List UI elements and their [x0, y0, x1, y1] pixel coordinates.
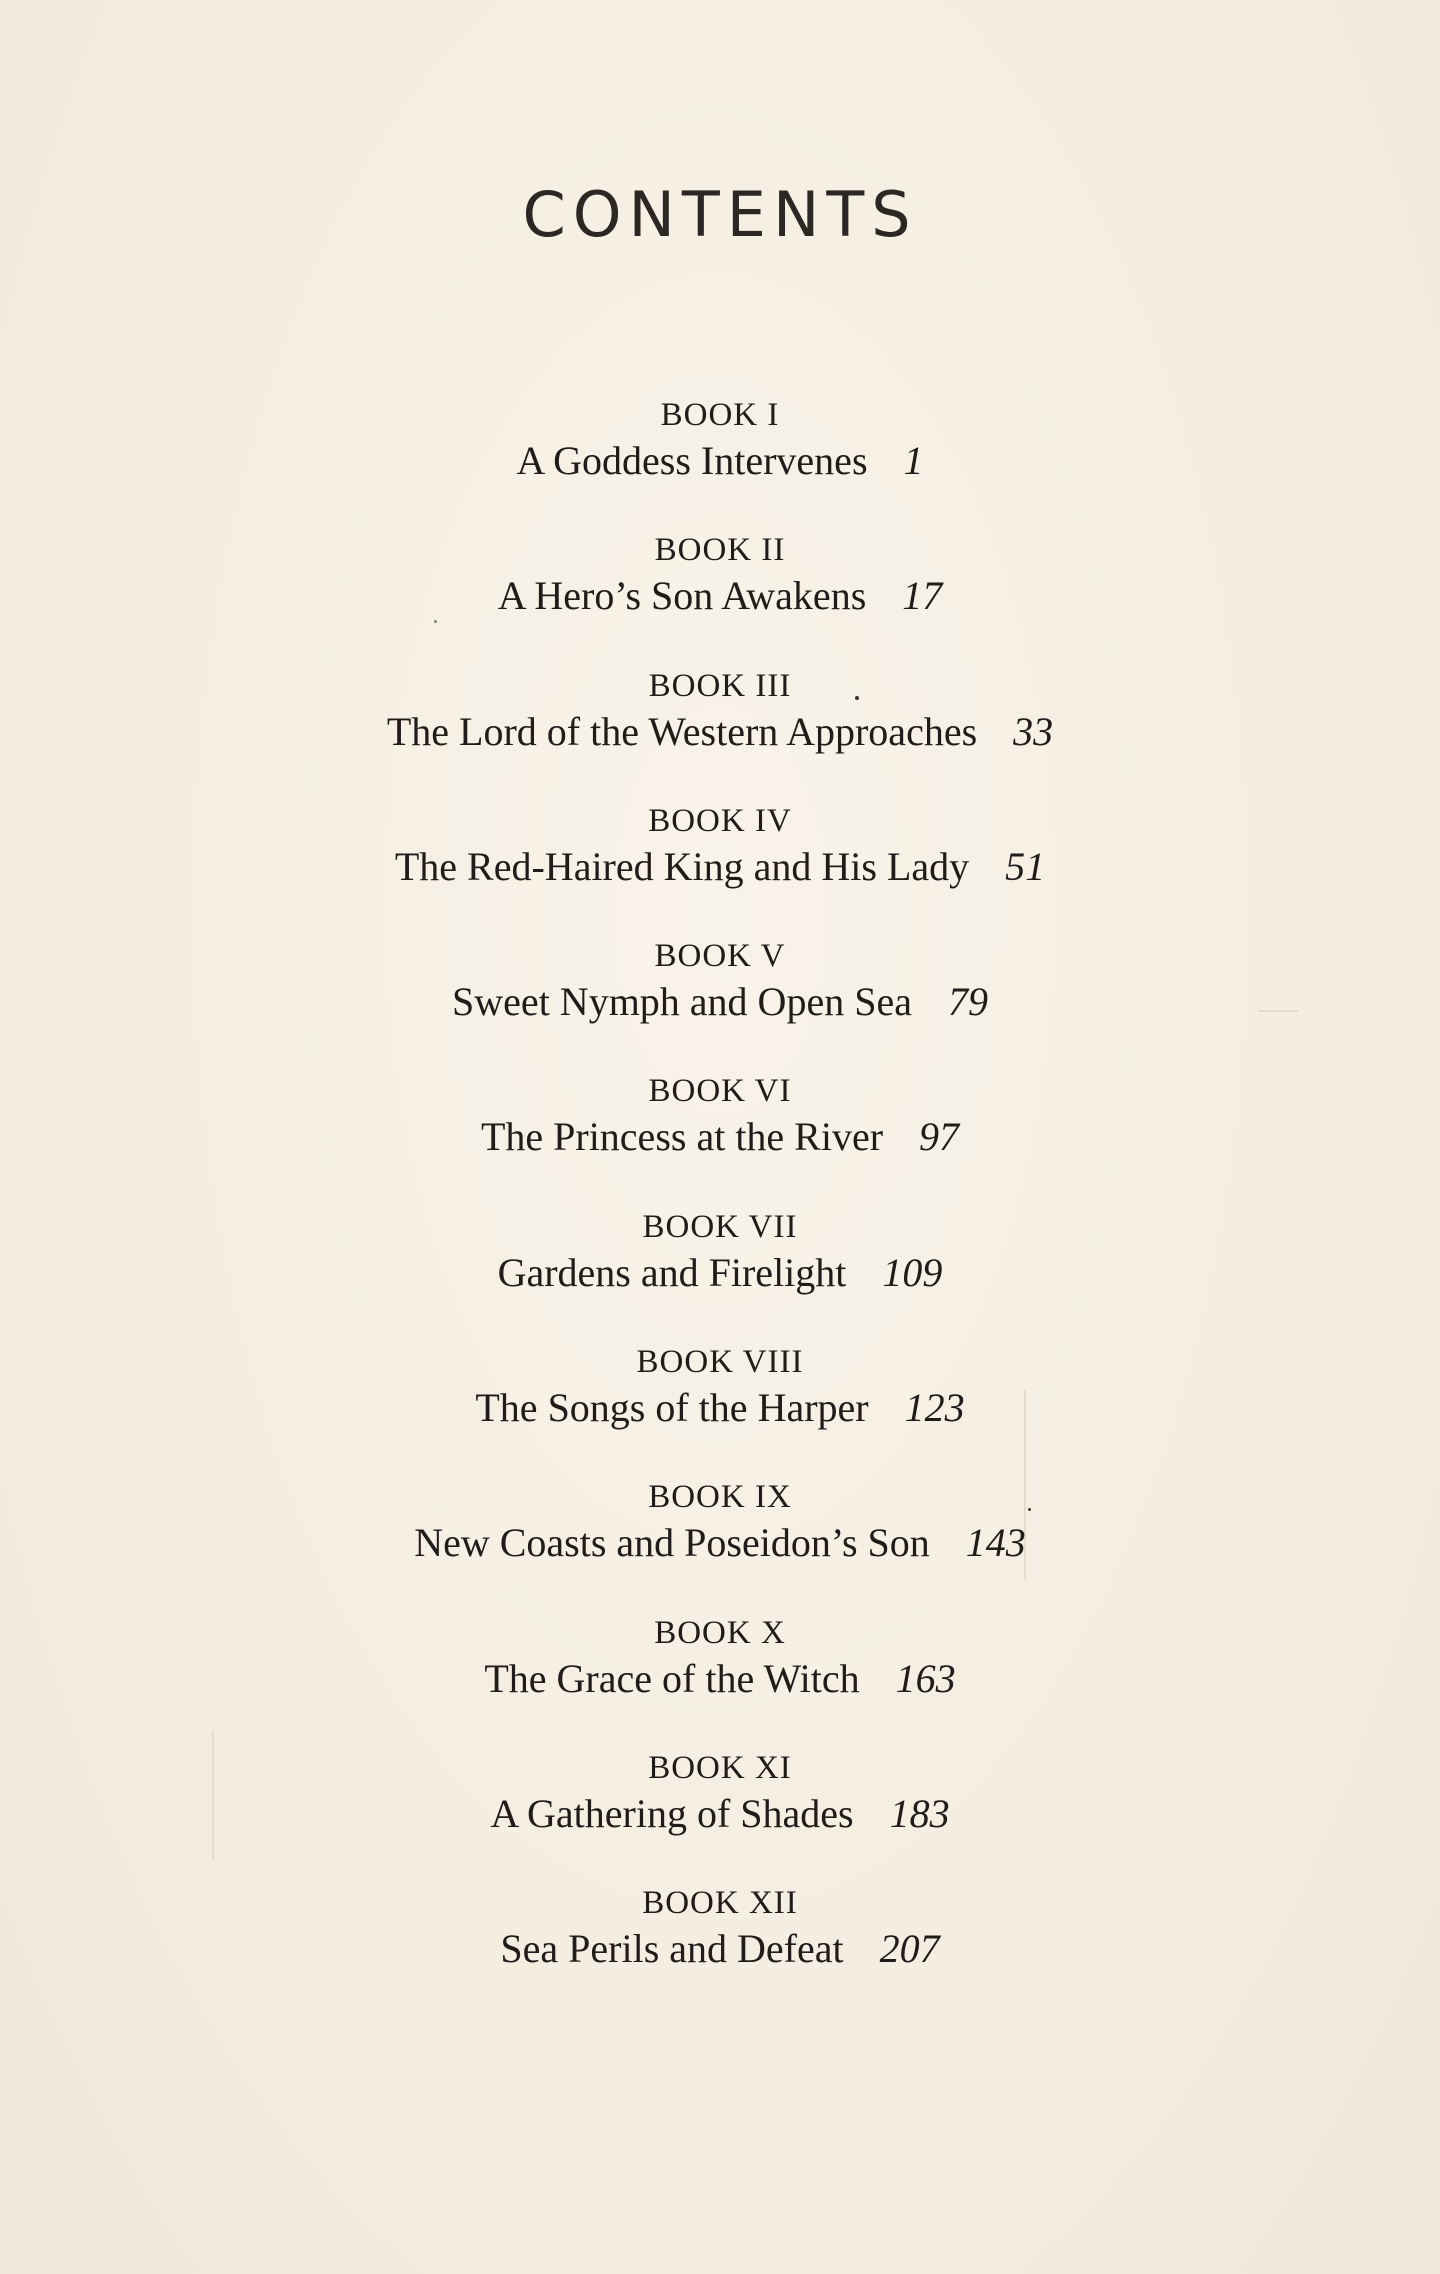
chapter-title: A Hero’s Son Awakens — [497, 573, 867, 619]
page-number: 123 — [904, 1385, 965, 1431]
contents-entry — [0, 802, 1440, 937]
page-number: 33 — [1013, 708, 1054, 754]
chapter-line — [0, 842, 1440, 892]
chapter-title: A Gathering of Shades — [490, 1790, 854, 1836]
page-number: 1 — [903, 438, 924, 483]
page-number: 109 — [882, 1249, 943, 1295]
chapter-title: The Songs of the Harper — [475, 1385, 869, 1431]
book-label: BOOK VI — [648, 1073, 792, 1110]
page-title: CONTENTS — [522, 178, 918, 251]
chapter-title: Sea Perils and Defeat — [500, 1926, 844, 1972]
contents-entry — [0, 396, 1440, 531]
chapter-line — [0, 1383, 1440, 1433]
book-label: BOOK VII — [642, 1208, 798, 1245]
chapter-title: Gardens and Firelight — [497, 1249, 847, 1295]
contents-entry — [0, 937, 1440, 1072]
chapter-title: The Red-Haired King and His Lady — [394, 843, 970, 889]
book-label: BOOK V — [654, 938, 786, 975]
contents-entry — [0, 1614, 1440, 1749]
page-number: 17 — [902, 573, 943, 619]
contents-entry — [0, 531, 1440, 666]
chapter-line — [0, 1112, 1440, 1162]
book-label: BOOK II — [654, 532, 786, 569]
book-label: BOOK I — [660, 397, 780, 433]
contents-entry — [0, 1478, 1440, 1613]
chapter-line — [0, 1248, 1440, 1298]
page-number: 163 — [895, 1655, 956, 1701]
contents-list — [0, 396, 1440, 2020]
book-label: BOOK IV — [648, 802, 792, 839]
contents-entry — [0, 1072, 1440, 1207]
contents-entry — [0, 1749, 1440, 1884]
contents-entry — [0, 1343, 1440, 1478]
chapter-title: Sweet Nymph and Open Sea — [452, 979, 912, 1025]
book-label: BOOK XII — [642, 1885, 798, 1922]
book-label: BOOK VIII — [636, 1344, 804, 1381]
chapter-line — [0, 707, 1440, 757]
chapter-line — [0, 1654, 1440, 1704]
page-number: 143 — [965, 1520, 1026, 1566]
chapter-line — [0, 436, 1440, 486]
book-label: BOOK X — [654, 1614, 786, 1651]
contents-entry — [0, 1884, 1440, 2019]
contents-entry — [0, 1208, 1440, 1343]
chapter-line — [0, 1518, 1440, 1568]
page-number: 79 — [947, 979, 988, 1025]
chapter-line — [0, 977, 1440, 1027]
contents-entry — [0, 667, 1440, 802]
chapter-title: A Goddess Intervenes — [516, 438, 868, 483]
page-number: 207 — [879, 1926, 940, 1972]
book-label: BOOK IX — [648, 1479, 792, 1516]
chapter-line — [0, 1789, 1440, 1839]
page-number: 51 — [1005, 843, 1046, 889]
page-number: 183 — [889, 1790, 950, 1836]
chapter-title: The Princess at the River — [480, 1114, 884, 1160]
chapter-line — [0, 571, 1440, 621]
chapter-title: The Grace of the Witch — [484, 1655, 860, 1701]
chapter-line — [0, 1924, 1440, 1974]
book-label: BOOK III — [648, 667, 792, 704]
chapter-title: The Lord of the Western Approaches — [386, 708, 978, 754]
chapter-title: New Coasts and Poseidon’s Son — [414, 1520, 930, 1566]
page-number: 97 — [919, 1114, 960, 1160]
book-label: BOOK XI — [648, 1749, 792, 1786]
